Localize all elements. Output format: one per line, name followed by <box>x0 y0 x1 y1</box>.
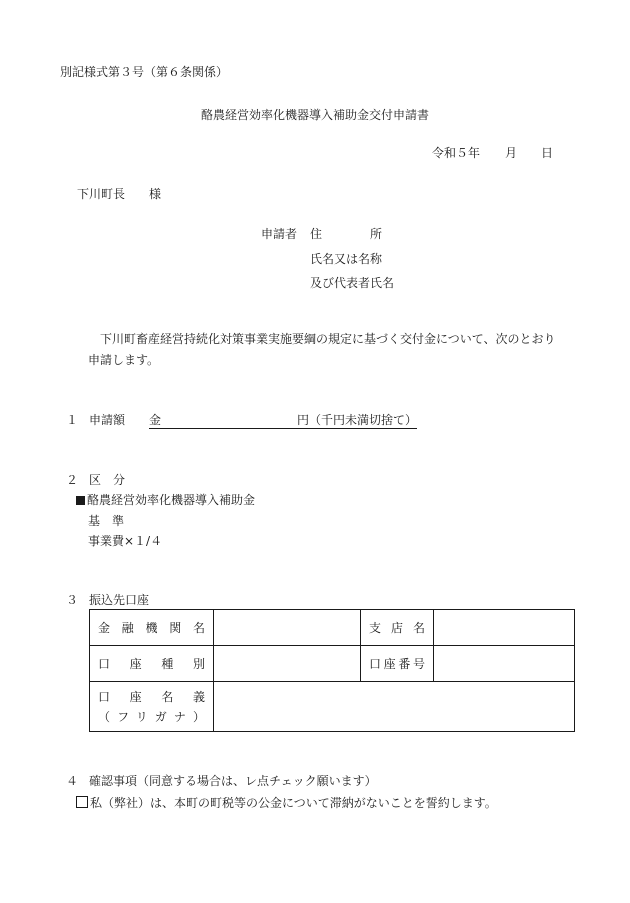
date-era: 令和５年 <box>432 146 481 160</box>
account-number-label: 口座番号 <box>361 646 434 682</box>
representative-label: 及び代表者氏名 <box>310 276 395 290</box>
bank-account-table <box>89 609 575 732</box>
pledge-statement: 私（弊社）は、本町の町税等の公金について滞納がないことを誓約します。 <box>90 796 497 810</box>
section3-number: ３ <box>66 593 79 607</box>
section2-number: ２ <box>66 473 79 487</box>
recipient-name: 下川町長 <box>77 187 126 201</box>
account-name-label-line1: 口座名義 <box>98 689 205 704</box>
account-name-label-line2: （フリガナ） <box>98 709 205 724</box>
recipient-honorific: 様 <box>149 187 162 201</box>
section4-label: 確認事項（同意する場合は、レ点チェック願います） <box>89 774 377 788</box>
body-text-line1: 下川町畜産経営持続化対策事業実施要綱の規定に基づく交付金について、次のとおり <box>100 332 556 346</box>
section2-label: 区 分 <box>89 473 126 487</box>
form-label: 別記様式第３号（第６条関係） <box>60 65 229 79</box>
section1-number: １ <box>66 413 79 427</box>
branch-label: 支店名 <box>361 610 434 646</box>
category-item-label: 酪農経営効率化機器導入補助金 <box>87 493 256 507</box>
name-label: 氏名又は名称 <box>310 252 383 266</box>
category-item <box>76 494 255 506</box>
document-title: 酪農経営効率化機器導入補助金交付申請書 <box>200 108 429 122</box>
checked-square-icon <box>76 496 85 505</box>
section4-number: ４ <box>66 774 79 788</box>
account-name-label <box>90 682 214 732</box>
address-label: 住 所 <box>310 227 383 241</box>
section3-label: 振込先口座 <box>89 593 150 607</box>
account-type-label: 口座種別 <box>90 646 214 682</box>
institution-field[interactable] <box>214 610 361 646</box>
account-number-field[interactable] <box>434 646 575 682</box>
amount-prefix: 金 <box>149 413 162 427</box>
section1-label: 申請額 <box>89 413 126 427</box>
date-month: 月 <box>505 146 518 160</box>
pledge-checkbox[interactable] <box>76 796 88 808</box>
branch-field[interactable] <box>434 610 575 646</box>
date-day: 日 <box>541 146 554 160</box>
applicant-label: 申請者 <box>261 227 298 241</box>
pledge-item <box>76 796 497 809</box>
account-type-field[interactable] <box>214 646 361 682</box>
body-text-line2: 申請します。 <box>88 353 160 367</box>
standard-value: 事業費×１/４ <box>88 534 163 548</box>
standard-label: 基 準 <box>88 514 125 528</box>
amount-suffix: 円（千円未満切捨て） <box>296 413 417 427</box>
amount-field[interactable] <box>149 414 417 429</box>
institution-label: 金融機関名 <box>90 610 214 646</box>
account-name-field[interactable] <box>214 682 575 732</box>
